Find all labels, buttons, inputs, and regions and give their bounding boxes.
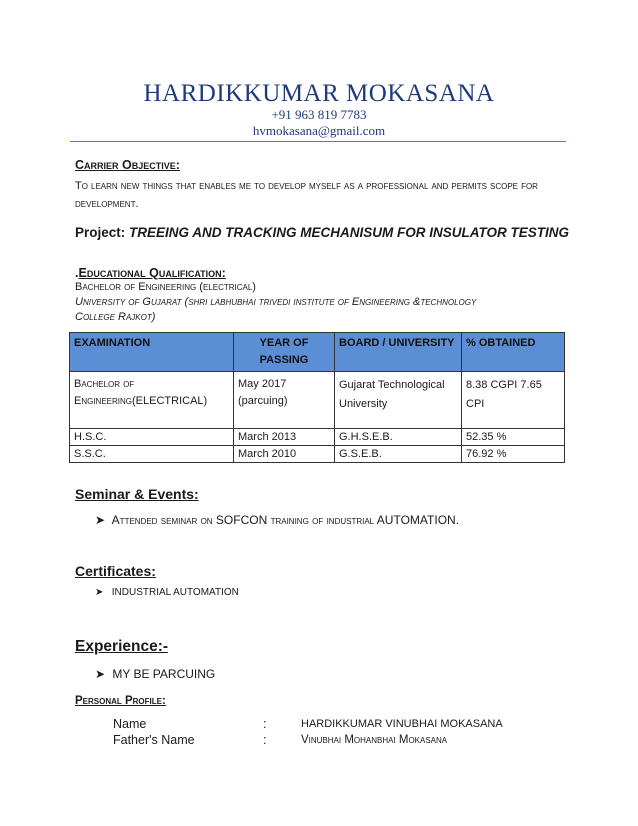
header-obtained: % OBTAINED (462, 333, 565, 372)
email-address: hvmokasana@gmail.com (252, 123, 386, 138)
list-item (95, 513, 459, 527)
table-cell: March 2013 (234, 429, 335, 446)
certificates-heading: Certificates: (75, 563, 156, 579)
table-row (70, 372, 565, 429)
profile-label: Name (113, 717, 147, 731)
header-examination: EXAMINATION (70, 333, 234, 372)
seminar-item: Attended seminar on SOFCON training of industrial AUTOMATION. (111, 513, 460, 527)
header-board: BOARD / UNIVERSITY (335, 333, 462, 372)
profile-value: Vinubhai Mohanbhai Mokasana (301, 734, 448, 746)
objective-heading: Carrier Objective: (75, 158, 180, 172)
list-item (95, 667, 215, 681)
university-line: University of Gujarat (shri labhubhai trivedi institute of Engineering &technology (75, 296, 477, 308)
table-cell: G.S.E.B. (335, 446, 462, 463)
table-cell: May 2017 (parcuing) (234, 372, 335, 429)
experience-item: MY BE PARCUING (112, 667, 216, 681)
candidate-name: HARDIKKUMAR MOKASANA (143, 80, 495, 107)
seminar-heading: Seminar & Events: (75, 486, 199, 502)
table-cell: 76.92 % (462, 446, 565, 463)
phone-number: +91 963 819 7783 (271, 107, 367, 122)
degree-line: Bachelor of Engineering (electrical) (75, 281, 256, 293)
profile-label: Father's Name (113, 733, 195, 747)
table-cell: S.S.C. (70, 446, 234, 463)
arrow-bullet-icon: ➤ (95, 667, 106, 681)
header-year: YEAR OF PASSING (234, 333, 335, 372)
header-divider (70, 141, 566, 142)
table-cell: Bachelor of Engineering(ELECTRICAL) (70, 372, 234, 429)
certificate-item: INDUSTRIAL AUTOMATION (111, 587, 239, 598)
objective-text: To learn new things that enables me to develop myself as a professional and permits scope for development. (75, 180, 538, 210)
education-prefix: . (75, 266, 79, 280)
table-cell: H.S.C. (70, 429, 234, 446)
arrow-bullet-icon: ➤ (95, 513, 106, 527)
profile-separator: : (263, 717, 267, 731)
table-cell: Gujarat Technological University (335, 372, 462, 429)
education-heading-wrap (75, 266, 226, 280)
profile-separator: : (263, 733, 267, 747)
arrow-bullet-icon: ➤ (95, 587, 104, 598)
profile-value: HARDIKKUMAR VINUBHAI MOKASANA (301, 718, 503, 730)
education-table (69, 332, 565, 463)
table-row (70, 429, 565, 446)
list-item (95, 587, 239, 598)
personal-heading: Personal Profile: (75, 695, 166, 707)
project-line (75, 225, 569, 240)
table-header-row (70, 333, 565, 372)
project-title: TREEING AND TRACKING MECHANISUM FOR INSULATOR TESTING (129, 225, 570, 240)
college-line: College Rajkot) (75, 311, 156, 323)
table-cell: 8.38 CGPI 7.65 CPI (462, 372, 565, 429)
project-label: Project: (75, 225, 126, 240)
table-cell: March 2010 (234, 446, 335, 463)
experience-heading: Experience:- (75, 638, 169, 655)
table-row (70, 446, 565, 463)
table-cell: G.H.S.E.B. (335, 429, 462, 446)
table-cell: 52.35 % (462, 429, 565, 446)
education-heading: Educational Qualification: (78, 266, 226, 280)
